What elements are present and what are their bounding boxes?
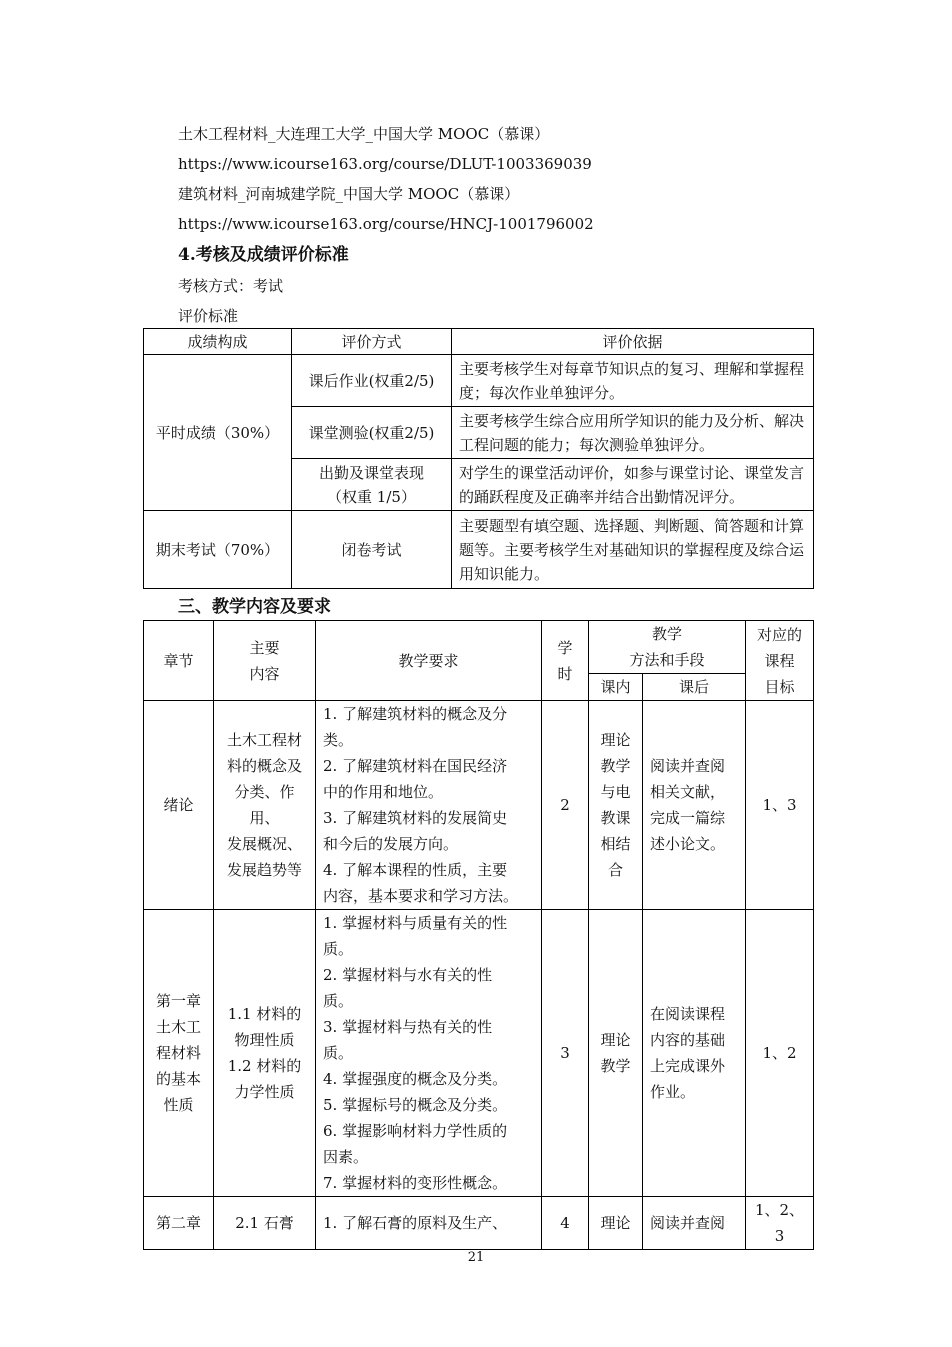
header-objective-line2: 课程 <box>764 651 795 670</box>
row-intro-chapter <box>144 701 214 910</box>
assessment-method: 考核方式：考试 <box>178 277 284 295</box>
row-ch2-objective: 1、2、3 <box>746 1197 814 1250</box>
row-intro-objective: 1、3 <box>746 701 814 910</box>
resource-url-1[interactable]: https://www.icourse163.org/course/DLUT-1003369039 <box>178 155 592 173</box>
row-ch1-content-line: 1.2 材料的 <box>227 1057 302 1075</box>
grade-group-regular: 平时成绩（30%） <box>144 355 292 511</box>
resource-url-2[interactable]: https://www.icourse163.org/course/HNCJ-1001796002 <box>178 215 594 233</box>
row-intro-content-line: 料的概念及 <box>226 757 302 775</box>
grade-group-final: 期末考试（70%） <box>144 511 292 589</box>
row-ch1-chapter-line: 性质 <box>163 1096 194 1114</box>
grade-method-quiz: 课堂测验(权重2/5) <box>292 407 452 459</box>
row-intro-req-line: 类。 <box>323 731 354 749</box>
grade-basis-attendance: 对学生的课堂活动评价，如参与课堂讨论、课堂发言的踊跃程度及正确率并结合出勤情况评分。 <box>452 459 814 511</box>
header-methods-line2: 方法和手段 <box>629 651 705 669</box>
row-intro-req-line: 1. 了解建筑材料的概念及分 <box>323 705 508 723</box>
header-content-line1: 主要 <box>249 638 280 657</box>
grade-table <box>143 328 814 589</box>
row-ch1-in-class <box>589 910 643 1197</box>
row-ch1-after-class-line: 在阅读课程 <box>650 1005 726 1023</box>
row-ch2-after-class: 阅读并查阅 <box>643 1197 746 1250</box>
content-row-chapter1 <box>144 910 814 1197</box>
row-ch2-hours: 4 <box>542 1197 589 1250</box>
row-intro-in-class <box>589 701 643 910</box>
row-ch1-in-class-line: 教学 <box>600 1057 631 1075</box>
row-ch1-objective: 1、2 <box>746 910 814 1197</box>
row-ch1-chapter-line: 土木工 <box>155 1018 201 1036</box>
row-intro-hours: 2 <box>542 701 589 910</box>
row-intro-after-class-line: 述小论文。 <box>650 835 726 853</box>
row-ch1-req-line: 2. 掌握材料与水有关的性 <box>323 966 493 984</box>
grade-method-final: 闭卷考试 <box>292 511 452 589</box>
row-ch2-requirements: 1. 了解石膏的原料及生产、 <box>316 1197 542 1250</box>
grade-header-method: 评价方式 <box>292 329 452 355</box>
row-ch1-requirements <box>316 910 542 1197</box>
row-intro-requirements <box>316 701 542 910</box>
row-ch1-hours: 3 <box>542 910 589 1197</box>
row-intro-req-line: 内容，基本要求和学习方法。 <box>323 887 519 905</box>
resource-line-2: 建筑材料_河南城建学院_中国大学 MOOC（慕课） <box>178 185 520 203</box>
row-intro-req-line: 2. 了解建筑材料在国民经济 <box>323 757 508 775</box>
row-ch2-content: 2.1 石膏 <box>214 1197 316 1250</box>
row-ch1-req-line: 5. 掌握标号的概念及分类。 <box>323 1096 508 1114</box>
row-ch1-after-class-line: 上完成课外 <box>650 1057 726 1075</box>
header-objective-line3: 目标 <box>764 677 795 696</box>
row-intro-req-line: 4. 了解本课程的性质，主要 <box>323 861 508 879</box>
grade-basis-final: 主要题型有填空题、选择题、判断题、简答题和计算题等。主要考核学生对基础知识的掌握程度及综合运用知识能力。 <box>452 511 814 589</box>
row-intro-req-line: 和今后的发展方向。 <box>323 835 459 853</box>
row-ch1-content-line: 1.1 材料的 <box>227 1005 302 1023</box>
row-intro-in-class-line: 教学 <box>600 757 631 775</box>
row-ch1-req-line: 因素。 <box>323 1148 369 1166</box>
section-3-title: 三、教学内容及要求 <box>178 597 331 617</box>
content-row-intro <box>144 701 814 910</box>
row-ch1-req-line: 3. 掌握材料与热有关的性 <box>323 1018 493 1036</box>
row-intro-content-line: 发展概况、 <box>226 835 302 853</box>
header-objective <box>746 621 814 701</box>
row-ch1-content-line: 力学性质 <box>234 1083 295 1101</box>
grade-method-attendance-line1: 出勤及课堂表现 <box>318 463 424 482</box>
row-intro-req-line: 3. 了解建筑材料的发展简史 <box>323 809 508 827</box>
header-after-class: 课后 <box>643 674 746 701</box>
row-intro-after-class-line: 完成一篇综 <box>650 809 726 827</box>
grade-basis-homework: 主要考核学生对每章节知识点的复习、理解和掌握程度；每次作业单独评分。 <box>452 355 814 407</box>
row-ch1-after-class-line: 作业。 <box>650 1083 696 1101</box>
header-content <box>214 621 316 701</box>
row-intro-in-class-line: 理论 <box>600 731 631 749</box>
grade-method-attendance-line2: （权重 1/5） <box>327 487 416 506</box>
row-ch1-chapter <box>144 910 214 1197</box>
header-hours <box>542 621 589 701</box>
row-intro-content <box>214 701 316 910</box>
header-methods-line1: 教学 <box>652 625 683 643</box>
row-ch1-req-line: 质。 <box>323 992 354 1010</box>
grade-method-homework: 课后作业(权重2/5) <box>292 355 452 407</box>
row-ch1-content-line: 物理性质 <box>234 1031 295 1049</box>
row-ch1-req-line: 1. 掌握材料与质量有关的性 <box>323 914 508 932</box>
row-ch1-chapter-line: 第一章 <box>155 992 201 1010</box>
header-hours-line2: 时 <box>557 664 573 683</box>
header-requirements: 教学要求 <box>316 621 542 701</box>
page-number: 21 <box>467 1250 485 1265</box>
row-ch1-req-line: 7. 掌握材料的变形性概念。 <box>323 1174 508 1192</box>
header-chapter: 章节 <box>144 621 214 701</box>
section-4-title: 4.考核及成绩评价标准 <box>178 245 349 265</box>
row-ch1-req-line: 6. 掌握影响材料力学性质的 <box>323 1122 508 1140</box>
grade-method-attendance <box>292 459 452 511</box>
row-intro-in-class-line: 与电 <box>600 783 631 801</box>
row-ch1-content <box>214 910 316 1197</box>
row-ch1-in-class-line: 理论 <box>600 1031 631 1049</box>
grade-basis-quiz: 主要考核学生综合应用所学知识的能力及分析、解决工程问题的能力；每次测验单独评分。 <box>452 407 814 459</box>
header-hours-line1: 学 <box>557 638 573 657</box>
resource-line-1: 土木工程材料_大连理工大学_中国大学 MOOC（慕课） <box>178 125 550 143</box>
header-in-class: 课内 <box>589 674 643 701</box>
header-methods <box>589 621 746 674</box>
row-intro-req-line: 中的作用和地位。 <box>323 783 444 801</box>
row-ch1-chapter-line: 的基本 <box>155 1070 201 1088</box>
row-ch1-req-line: 4. 掌握强度的概念及分类。 <box>323 1070 508 1088</box>
row-intro-in-class-line: 相结 <box>600 835 631 853</box>
row-ch1-after-class-line: 内容的基础 <box>650 1031 726 1049</box>
row-intro-content-line: 分类、作用、 <box>234 783 295 827</box>
grade-header-basis: 评价依据 <box>452 329 814 355</box>
row-ch1-chapter-line: 程材料 <box>155 1044 201 1062</box>
header-objective-line1: 对应的 <box>757 625 803 644</box>
row-intro-in-class-line: 教课 <box>600 809 631 827</box>
evaluation-standard-label: 评价标准 <box>178 307 239 325</box>
row-ch1-req-line: 质。 <box>323 940 354 958</box>
row-intro-after-class-line: 相关文献， <box>650 783 726 801</box>
row-ch2-in-class: 理论 <box>589 1197 643 1250</box>
row-ch1-after-class <box>643 910 746 1197</box>
row-intro-after-class-line: 阅读并查阅 <box>650 757 726 775</box>
row-ch1-req-line: 质。 <box>323 1044 354 1062</box>
row-intro-content-line: 发展趋势等 <box>226 861 302 879</box>
row-intro-in-class-line: 合 <box>607 861 623 879</box>
content-table <box>143 620 814 1250</box>
row-intro-chapter-line: 绪论 <box>163 796 194 814</box>
content-row-chapter2 <box>144 1197 814 1250</box>
row-intro-after-class <box>643 701 746 910</box>
row-intro-content-line: 土木工程材 <box>226 731 302 749</box>
header-content-line2: 内容 <box>249 664 280 683</box>
row-ch2-chapter: 第二章 <box>144 1197 214 1250</box>
grade-header-composition: 成绩构成 <box>144 329 292 355</box>
